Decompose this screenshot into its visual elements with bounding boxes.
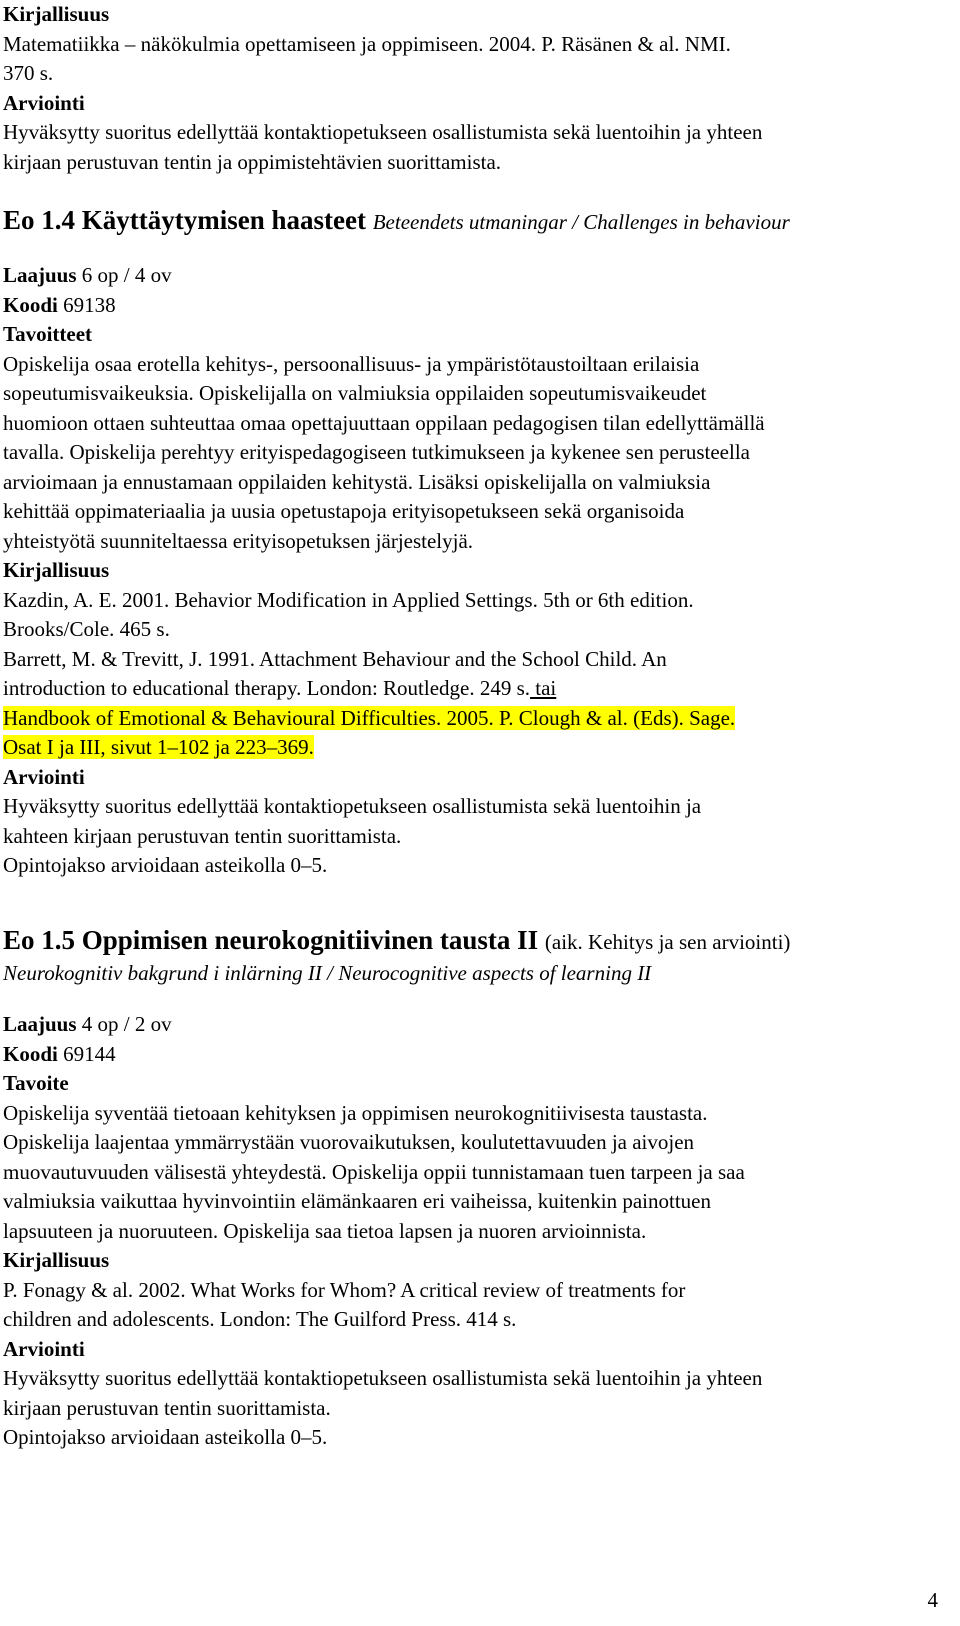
literature-line: P. Fonagy & al. 2002. What Works for Whom? A critical review of treatments for (3, 1277, 686, 1302)
evaluation-line: Opintojakso arvioidaan asteikolla 0–5. (3, 853, 328, 877)
literature-line: Brooks/Cole. 465 s. (3, 617, 170, 641)
code-label: Koodi (3, 1041, 58, 1066)
literature-line: Kazdin, A. E. 2001. Behavior Modification in Applied Settings. 5th or 6th edition. (3, 587, 694, 612)
section-heading-evaluation: Arviointi (3, 90, 85, 115)
goals-line: yhteistyötä suunniteltaessa erityisopetuksen järjestelyjä. (3, 528, 474, 553)
scope-label: Laajuus (3, 263, 77, 287)
goals-line: Opiskelija osaa erotella kehitys-, persoonallisuus- ja ympäristötaustoiltaan erilaisia (3, 351, 700, 376)
goal-line: muovautuvuuden välisestä yhteydestä. Opiskelija oppii tunnistamaan tuen tarpeen ja saa (3, 1159, 745, 1184)
section-heading-literature: Kirjallisuus (3, 2, 110, 26)
code-label: Koodi (3, 292, 58, 317)
literature-line: Barrett, M. & Trevitt, J. 1991. Attachment Behaviour and the School Child. An (3, 646, 667, 671)
scope-value: 6 op / 4 ov (81, 263, 172, 287)
goal-line: Opiskelija laajentaa ymmärrystään vuorovaikutuksen, koulutettavuuden ja aivojen (3, 1130, 695, 1154)
evaluation-line: Hyväksytty suoritus edellyttää kontaktiopetukseen osallistumista sekä luentoihin ja yhteen (3, 1366, 763, 1390)
evaluation-line: kirjaan perustuvan tentin ja oppimistehtävien suorittamista. (3, 149, 502, 174)
code-value: 69144 (63, 1041, 116, 1066)
course-title (3, 923, 938, 959)
section-heading-goals: Tavoitteet (3, 322, 93, 346)
literature-or: tai (530, 676, 557, 700)
goal-line: valmiuksia vaikuttaa hyvinvointiin elämänkaaren eri vaiheissa, kuitenkin painottuen (3, 1189, 711, 1213)
goals-line: kehittää oppimateriaalia ja uusia opetustapoja erityisopetukseen sekä organisoida (3, 499, 685, 523)
evaluation-line: kirjaan perustuvan tentin suorittamista. (3, 1395, 331, 1420)
course-alt-title: Beteendets utmaningar / Challenges in behaviour (372, 210, 790, 234)
page-number: 4 (927, 1588, 938, 1612)
literature-line (3, 674, 938, 704)
course-title (3, 203, 938, 239)
literature-line: Matematiikka – näkökulmia opettamiseen ja oppimiseen. 2004. P. Räsänen & al. NMI. (3, 31, 731, 56)
highlighted-text: Handbook of Emotional & Behavioural Difficulties. 2005. P. Clough & al. (Eds). Sage. (3, 705, 736, 730)
goals-line: tavalla. Opiskelija perehtyy erityispedagogiseen tutkimukseen ja kykenee sen perusteella (3, 440, 750, 464)
scope-row (3, 261, 938, 291)
goals-line: arvioimaan ja ennustamaan oppilaiden kehitystä. Lisäksi opiskelijalla on valmiuksia (3, 469, 711, 494)
section-heading-evaluation: Arviointi (3, 764, 85, 789)
section-heading-literature: Kirjallisuus (3, 1248, 110, 1272)
goal-line: Opiskelija syventää tietoaan kehityksen ja oppimisen neurokognitiivisesta taustasta. (3, 1100, 708, 1125)
scope-row (3, 1010, 938, 1040)
literature-line: 370 s. (3, 61, 54, 85)
course-alt-title: Neurokognitiv bakgrund i inlärning II / Neurocognitive aspects of learning II (3, 960, 652, 985)
literature-line-highlighted (3, 704, 938, 734)
code-row (3, 291, 938, 321)
evaluation-line: Hyväksytty suoritus edellyttää kontaktiopetukseen osallistumista sekä luentoihin ja (3, 794, 702, 818)
goals-line: sopeutumisvaikeuksia. Opiskelijalla on valmiuksia oppilaiden sopeutumisvaikeudet (3, 381, 707, 405)
spacer (3, 881, 938, 923)
section-heading-literature: Kirjallisuus (3, 558, 110, 582)
goal-line: lapsuuteen ja nuoruuteen. Opiskelija saa tietoa lapsen ja nuoren arvioinnista. (3, 1218, 647, 1243)
spacer (3, 177, 938, 203)
highlighted-text: Osat I ja III, sivut 1–102 ja 223–369. (3, 735, 314, 759)
literature-line-highlighted (3, 733, 938, 763)
document-page (3, 0, 938, 1453)
spacer (3, 239, 938, 261)
scope-label: Laajuus (3, 1012, 77, 1036)
scope-value: 4 op / 2 ov (81, 1012, 172, 1036)
section-heading-goal: Tavoite (3, 1071, 69, 1095)
course-title-text: Eo 1.5 Oppimisen neurokognitiivinen tausta II (3, 924, 539, 955)
evaluation-line: kahteen kirjaan perustuvan tentin suorittamista. (3, 823, 402, 848)
evaluation-line: Hyväksytty suoritus edellyttää kontaktiopetukseen osallistumista sekä luentoihin ja yhteen (3, 120, 763, 144)
literature-line: children and adolescents. London: The Guilford Press. 414 s. (3, 1307, 517, 1331)
course-note: (aik. Kehitys ja sen arviointi) (544, 929, 791, 954)
code-row (3, 1040, 938, 1070)
goals-line: huomioon ottaen suhteuttaa omaa opettajuuttaan oppilaan pedagogisen tilan edellyttämällä (3, 410, 765, 435)
spacer (3, 988, 938, 1010)
evaluation-line: Opintojakso arvioidaan asteikolla 0–5. (3, 1425, 328, 1449)
literature-text: introduction to educational therapy. London: Routledge. 249 s. (3, 676, 531, 700)
course-title-text: Eo 1.4 Käyttäytymisen haasteet (3, 205, 366, 235)
section-heading-evaluation: Arviointi (3, 1336, 85, 1361)
code-value: 69138 (63, 292, 116, 317)
